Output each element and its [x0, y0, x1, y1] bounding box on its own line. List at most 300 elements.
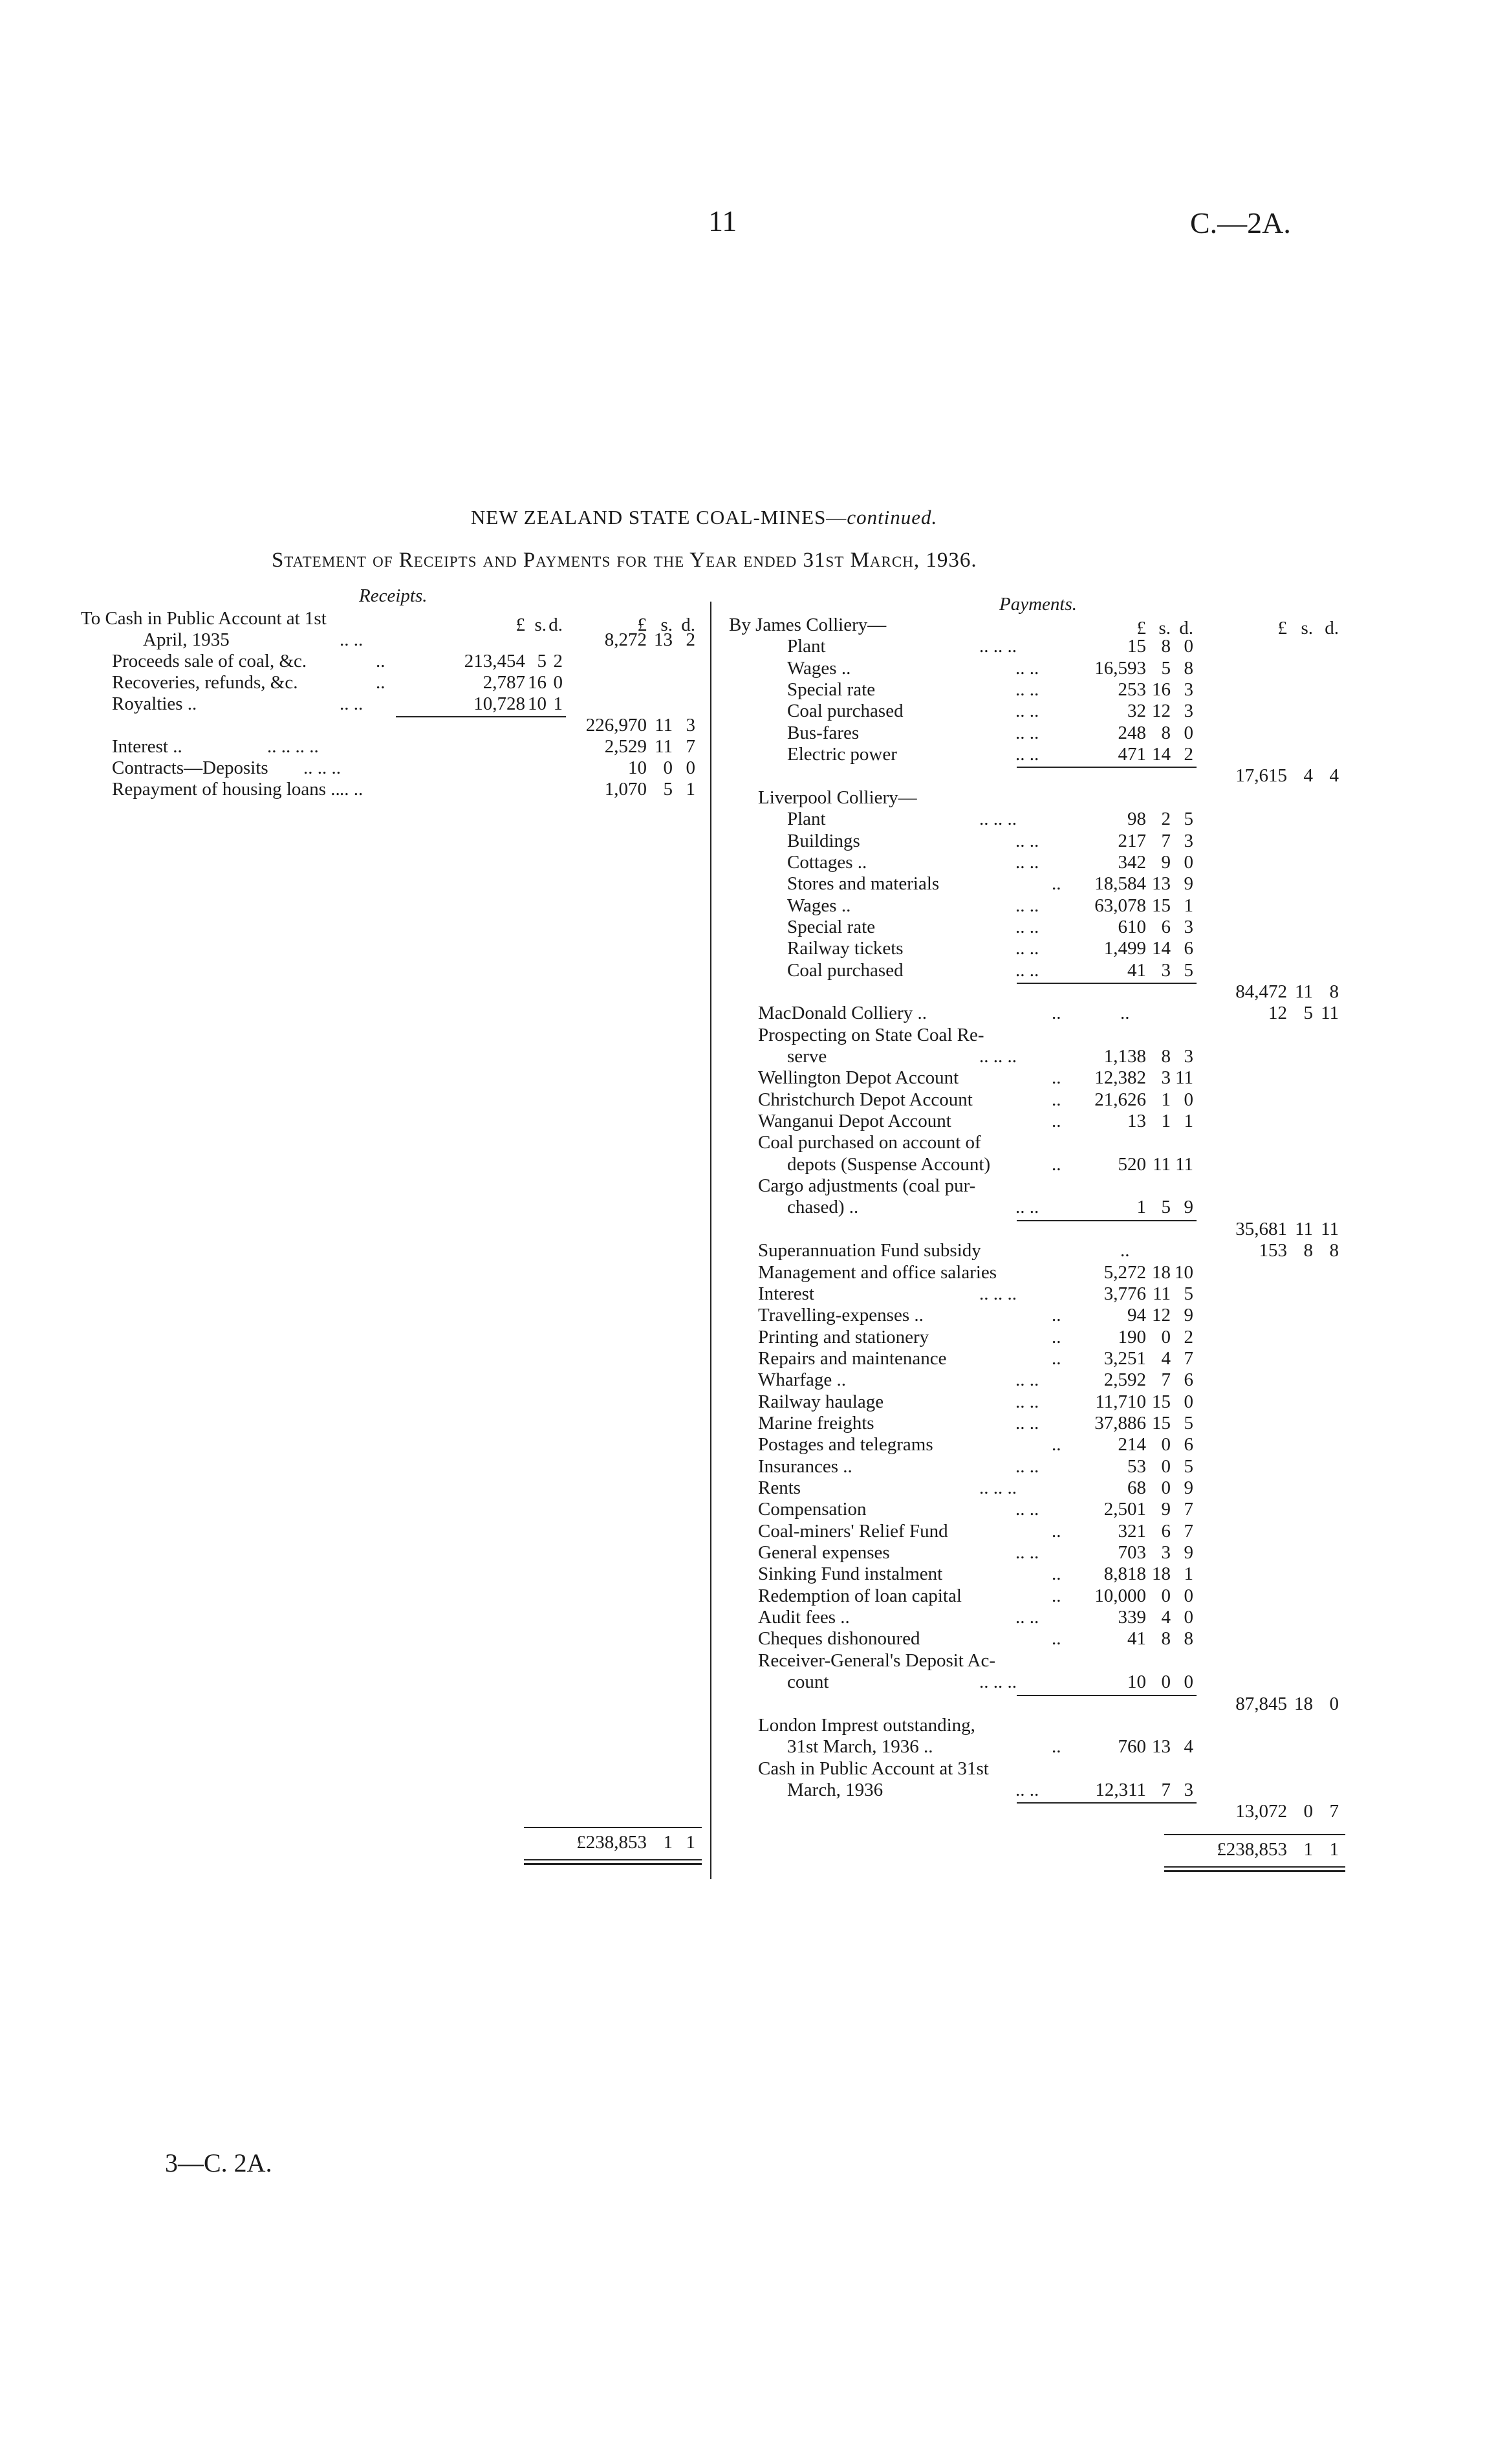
- amount-cell: 214: [1118, 1434, 1146, 1456]
- row-label: MacDonald Colliery ..: [758, 1003, 927, 1024]
- row-label: Railway tickets: [787, 938, 904, 959]
- amount-cell: 1: [553, 693, 563, 714]
- row-label: chased) ..: [787, 1197, 859, 1218]
- row-label: Printing and stationery: [758, 1326, 929, 1347]
- amount-cell: 1: [1184, 895, 1193, 916]
- amount-cell: 253: [1118, 679, 1146, 701]
- amount-cell: 15: [1152, 1412, 1171, 1434]
- table-row: [0, 1801, 1485, 1822]
- amount-cell: 2,501: [1103, 1499, 1146, 1520]
- leader-dots: .. ..: [340, 779, 363, 800]
- amount-cell: 339: [1118, 1607, 1146, 1628]
- grand-total-cell: £238,853: [1217, 1839, 1287, 1860]
- total-cell: 11: [655, 736, 673, 757]
- row-label: March, 1936: [787, 1779, 883, 1800]
- total-cell: 11: [1295, 981, 1313, 1002]
- table-row: [0, 615, 1485, 636]
- amount-cell: 1,499: [1103, 938, 1146, 959]
- leader-dots: .. ..: [1015, 679, 1039, 701]
- table-row: [0, 852, 1485, 873]
- amount-cell: 248: [1118, 722, 1146, 743]
- table-row: [0, 787, 1485, 809]
- amount-cell: 6: [1161, 1520, 1171, 1542]
- total-cell: 7: [1329, 1801, 1339, 1822]
- leader-dots: .. ..: [1015, 895, 1039, 916]
- row-label: Cargo adjustments (coal pur-: [758, 1175, 976, 1197]
- table-row: [0, 895, 1485, 917]
- column-header: £: [515, 615, 525, 635]
- amount-cell: 18: [1152, 1564, 1171, 1585]
- amount-cell: 12: [1152, 701, 1171, 722]
- table-row: [0, 981, 1485, 1003]
- amount-cell: 4: [1184, 1736, 1193, 1758]
- amount-cell: 0: [1161, 1585, 1171, 1606]
- amount-cell: 11: [1175, 1153, 1193, 1175]
- leader-dots: ..: [1052, 1153, 1061, 1175]
- amount-cell: 8: [1161, 636, 1171, 657]
- row-label: Audit fees ..: [758, 1607, 850, 1628]
- total-cell: 0: [663, 758, 673, 778]
- amount-cell: 14: [1152, 938, 1171, 959]
- amount-cell: 1: [1184, 1111, 1193, 1132]
- amount-cell: 5: [1184, 809, 1193, 830]
- amount-cell: 11: [1153, 1283, 1171, 1304]
- row-label: Wanganui Depot Account: [758, 1111, 951, 1132]
- row-label: Proceeds sale of coal, &c.: [112, 651, 307, 671]
- amount-cell: 7: [1184, 1499, 1193, 1520]
- amount-cell: 190: [1118, 1326, 1146, 1347]
- amount-cell: 10: [1175, 1261, 1193, 1283]
- amount-cell: 9: [1184, 1305, 1193, 1326]
- amount-cell: 10,000: [1094, 1585, 1146, 1606]
- leader-dots: ..: [1052, 1326, 1061, 1347]
- amount-cell: 9: [1184, 873, 1193, 895]
- row-label: Rents: [758, 1477, 801, 1498]
- amount-cell: 8: [1161, 722, 1171, 743]
- row-label: General expenses: [758, 1542, 890, 1564]
- row-label: Compensation: [758, 1499, 867, 1520]
- table-row: [0, 1262, 1485, 1283]
- amount-cell: 12,382: [1094, 1067, 1146, 1089]
- row-label: Wages ..: [787, 895, 851, 916]
- row-label: Postages and telegrams: [758, 1434, 933, 1456]
- column-header: d.: [1325, 618, 1339, 638]
- table-row: [0, 723, 1485, 744]
- table-row: [0, 1477, 1485, 1499]
- leader-dots: ..: [1052, 1585, 1061, 1606]
- amount-cell: 471: [1118, 744, 1146, 765]
- table-row: [0, 1542, 1485, 1564]
- table-row: [0, 1586, 1485, 1607]
- amount-cell: 2: [1184, 1326, 1193, 1347]
- row-label: Interest: [758, 1283, 814, 1304]
- row-label: Repairs and maintenance: [758, 1347, 947, 1369]
- amount-cell: 6: [1184, 938, 1193, 959]
- leader-dots: ..: [1052, 1628, 1061, 1650]
- row-label: count: [787, 1672, 829, 1693]
- row-label: Royalties ..: [112, 693, 197, 714]
- table-row: [0, 1413, 1485, 1434]
- row-label: By James Colliery—: [729, 615, 887, 635]
- amount-cell: 342: [1118, 851, 1146, 873]
- amount-cell: 3: [1184, 701, 1193, 722]
- grand-total-rule-double-1: [1164, 1866, 1345, 1868]
- amount-cell: 13: [1127, 1111, 1146, 1132]
- amount-cell: 3: [1184, 1046, 1193, 1067]
- total-cell: 1,070: [604, 779, 647, 800]
- row-label: Plant: [787, 809, 826, 830]
- column-header: s.: [1301, 618, 1313, 638]
- table-row: [0, 873, 1485, 895]
- amount-cell: 18: [1152, 1261, 1171, 1283]
- leader-dots: ..: [376, 672, 385, 693]
- row-label: Coal purchased: [787, 701, 904, 722]
- column-header: £: [1277, 618, 1287, 638]
- amount-cell: 3: [1161, 1542, 1171, 1564]
- amount-cell: 3,251: [1103, 1347, 1146, 1369]
- total-cell: 13,072: [1235, 1801, 1287, 1822]
- table-row: [0, 831, 1485, 852]
- amount-cell: 1: [1184, 1564, 1193, 1585]
- row-label: Contracts—Deposits: [112, 758, 268, 778]
- leader-dots: .. ..: [1015, 1607, 1039, 1628]
- amount-cell: 15: [1152, 895, 1171, 916]
- amount-cell: 321: [1118, 1520, 1146, 1542]
- column-header: d.: [548, 615, 563, 635]
- amount-cell: 3: [1184, 916, 1193, 937]
- total-cell: 0: [1303, 1801, 1313, 1822]
- amount-cell: 5: [1161, 1197, 1171, 1218]
- grand-total-cell: 1: [663, 1832, 673, 1853]
- amount-cell: 8: [1184, 657, 1193, 679]
- table-row: [0, 1111, 1485, 1132]
- total-cell: 4: [1329, 765, 1339, 787]
- leader-dots: .. ..: [1015, 1499, 1039, 1520]
- amount-cell: 7: [1161, 1779, 1171, 1800]
- amount-cell: 63,078: [1094, 895, 1146, 916]
- leader-dots: .. ..: [1015, 744, 1039, 765]
- amount-cell: 0: [1184, 1391, 1193, 1412]
- leader-dots: .. .. .. ..: [267, 736, 319, 757]
- amount-cell: 7: [1184, 1520, 1193, 1542]
- column-header: s.: [534, 615, 547, 635]
- row-label: Marine freights: [758, 1412, 874, 1434]
- amount-cell: 41: [1127, 959, 1146, 981]
- table-row: [0, 938, 1485, 959]
- table-row: [0, 1132, 1485, 1153]
- row-label: Receiver-General's Deposit Ac-: [758, 1650, 995, 1671]
- leader-dots: .. ..: [1015, 959, 1039, 981]
- column-header: s.: [1158, 618, 1171, 638]
- amount-cell: 760: [1118, 1736, 1146, 1758]
- leader-dots: ..: [1052, 1067, 1061, 1089]
- total-cell: 7: [686, 736, 695, 757]
- amount-cell: 5: [1184, 1283, 1193, 1304]
- amount-cell: 11,710: [1095, 1391, 1146, 1412]
- amount-cell: 13: [1152, 1736, 1171, 1758]
- leader-dots: .. .. ..: [979, 1046, 1017, 1067]
- table-row: [0, 1348, 1485, 1369]
- table-row: [0, 1672, 1485, 1693]
- amount-cell: 68: [1127, 1477, 1146, 1498]
- grand-total-rule-top: [1164, 1834, 1345, 1835]
- amount-cell: 2: [1184, 744, 1193, 765]
- amount-cell: 21,626: [1094, 1089, 1146, 1110]
- grand-total-cell: 1: [1303, 1839, 1313, 1860]
- total-cell: 1: [686, 779, 695, 800]
- table-row: [0, 1521, 1485, 1542]
- leader-dots: ..: [1052, 1564, 1061, 1585]
- table-row: [0, 1564, 1485, 1585]
- amount-cell: 703: [1118, 1542, 1146, 1564]
- amount-cell: 6: [1184, 1369, 1193, 1391]
- amount-cell: 5,272: [1103, 1261, 1146, 1283]
- row-label: London Imprest outstanding,: [758, 1714, 975, 1736]
- table-row: [0, 1003, 1485, 1024]
- paper-reference: C.—2A.: [1190, 206, 1291, 239]
- leader-dots: ..: [1120, 1240, 1130, 1261]
- amount-cell: 3: [1161, 959, 1171, 981]
- row-label: depots (Suspense Account): [787, 1153, 991, 1175]
- amount-cell: 10: [1127, 1672, 1146, 1693]
- table-row: [0, 1327, 1485, 1348]
- amount-cell: 5: [537, 651, 547, 671]
- total-cell: 5: [663, 779, 673, 800]
- row-label: Electric power: [787, 744, 897, 765]
- row-label: Cash in Public Account at 31st: [758, 1758, 989, 1779]
- total-cell: 35,681: [1235, 1218, 1287, 1239]
- amount-cell: 98: [1127, 809, 1146, 830]
- row-label: Cheques dishonoured: [758, 1628, 920, 1650]
- leader-dots: .. .. ..: [303, 758, 341, 778]
- amount-cell: 7: [1161, 1369, 1171, 1391]
- amount-cell: 0: [1184, 1089, 1193, 1110]
- leader-dots: .. ..: [1015, 1542, 1039, 1564]
- row-label: Management and office salaries: [758, 1261, 997, 1283]
- amount-cell: 0: [1184, 851, 1193, 873]
- amount-cell: 9: [1161, 1499, 1171, 1520]
- amount-cell: 16: [528, 672, 547, 693]
- amount-cell: 1: [1161, 1111, 1171, 1132]
- leader-dots: .. ..: [1015, 657, 1039, 679]
- table-row: [0, 1197, 1485, 1218]
- table-row: [0, 1736, 1485, 1758]
- table-row: [0, 679, 1485, 701]
- grand-total-row: [0, 1839, 1485, 1860]
- amount-cell: 5: [1184, 959, 1193, 981]
- amount-cell: 37,886: [1094, 1412, 1146, 1434]
- amount-cell: 10: [528, 693, 547, 714]
- amount-cell: 217: [1118, 830, 1146, 851]
- grand-total-rule-double-2: [1164, 1870, 1345, 1872]
- total-cell: 12: [1268, 1003, 1287, 1024]
- row-label: Buildings: [787, 830, 860, 851]
- total-cell: 8: [1329, 1240, 1339, 1261]
- total-cell: 17,615: [1235, 765, 1287, 787]
- row-label: Redemption of loan capital: [758, 1585, 962, 1606]
- table-row: [0, 1089, 1485, 1111]
- row-label: serve: [787, 1046, 827, 1067]
- grand-total-cell: 1: [686, 1832, 695, 1853]
- row-label: 31st March, 1936 ..: [787, 1736, 933, 1758]
- amount-cell: 2,787: [482, 672, 525, 693]
- column-header: d.: [1179, 618, 1193, 638]
- row-label: Interest ..: [112, 736, 182, 757]
- table-row: [0, 960, 1485, 981]
- document-title-continued: continued.: [847, 506, 938, 529]
- amount-cell: 9: [1184, 1477, 1193, 1498]
- amount-cell: 13: [1152, 873, 1171, 895]
- leader-dots: .. ..: [1015, 722, 1039, 743]
- row-label: To Cash in Public Account at 1st: [81, 608, 327, 629]
- table-row: [0, 636, 1485, 657]
- amount-cell: 5: [1161, 657, 1171, 679]
- total-cell: 0: [686, 758, 695, 778]
- amount-cell: 5: [1184, 1456, 1193, 1477]
- leader-dots: .. ..: [1015, 938, 1039, 959]
- row-label: Railway haulage: [758, 1391, 884, 1412]
- amount-cell: 10,728: [473, 693, 525, 714]
- leader-dots: ..: [1052, 1089, 1061, 1110]
- amount-cell: 4: [1161, 1607, 1171, 1628]
- total-cell: 13: [654, 629, 673, 650]
- table-row: [0, 1758, 1485, 1780]
- amount-cell: 12,311: [1095, 1779, 1146, 1800]
- table-row: [0, 1715, 1485, 1736]
- table-row: [0, 765, 1485, 787]
- leader-dots: ..: [1052, 1434, 1061, 1456]
- table-row: [0, 1025, 1485, 1046]
- amount-cell: 3: [1161, 1067, 1171, 1089]
- row-label: Special rate: [787, 916, 876, 937]
- total-cell: 0: [1329, 1693, 1339, 1714]
- table-row: [0, 1219, 1485, 1240]
- table-row: [0, 1240, 1485, 1261]
- amount-cell: 8: [1161, 1628, 1171, 1650]
- amount-cell: 14: [1152, 744, 1171, 765]
- total-cell: 4: [1303, 765, 1313, 787]
- amount-cell: 1: [1161, 1089, 1171, 1110]
- amount-cell: 9: [1184, 1542, 1193, 1564]
- leader-dots: .. ..: [1015, 1779, 1039, 1800]
- amount-cell: 6: [1184, 1434, 1193, 1456]
- row-label: Liverpool Colliery—: [758, 787, 917, 808]
- amount-cell: 7: [1184, 1347, 1193, 1369]
- amount-cell: 8: [1161, 1046, 1171, 1067]
- grand-total-cell: 1: [1329, 1839, 1339, 1860]
- row-label: Special rate: [787, 679, 876, 701]
- leader-dots: .. .. ..: [979, 636, 1017, 657]
- table-row: [0, 1499, 1485, 1520]
- table-row: [0, 1434, 1485, 1456]
- amount-cell: 41: [1127, 1628, 1146, 1650]
- leader-dots: .. .. ..: [979, 1477, 1017, 1498]
- amount-cell: 3: [1184, 1779, 1193, 1800]
- row-label: Prospecting on State Coal Re-: [758, 1024, 984, 1045]
- row-label: Cottages ..: [787, 851, 867, 873]
- grand-total-cell: £238,853: [576, 1832, 647, 1853]
- row-label: Coal purchased on account of: [758, 1132, 981, 1153]
- total-cell: 2: [686, 629, 695, 650]
- column-header: £: [1136, 618, 1146, 638]
- amount-cell: 8: [1184, 1628, 1193, 1650]
- total-cell: 153: [1259, 1240, 1287, 1261]
- total-cell: 18: [1294, 1693, 1313, 1714]
- table-row: [0, 1175, 1485, 1197]
- leader-dots: ..: [1052, 1111, 1061, 1132]
- amount-cell: 15: [1152, 1391, 1171, 1412]
- leader-dots: .. ..: [1015, 1412, 1039, 1434]
- amount-cell: 7: [1161, 830, 1171, 851]
- leader-dots: .. ..: [1015, 1197, 1039, 1218]
- total-cell: 10: [628, 758, 647, 778]
- table-row: [0, 1650, 1485, 1672]
- amount-cell: 18,584: [1094, 873, 1146, 895]
- amount-cell: 2,592: [1103, 1369, 1146, 1391]
- table-row: [0, 1456, 1485, 1477]
- table-row: [0, 1046, 1485, 1067]
- amount-cell: 1: [1136, 1197, 1146, 1218]
- row-label: Travelling-expenses ..: [758, 1305, 924, 1326]
- column-header: £: [637, 615, 647, 635]
- amount-cell: 2: [1161, 809, 1171, 830]
- column-header: s.: [660, 615, 673, 635]
- document-title: [471, 506, 937, 529]
- amount-cell: 3: [1184, 830, 1193, 851]
- total-cell: 8: [1303, 1240, 1313, 1261]
- leader-dots: .. .. ..: [979, 1283, 1017, 1304]
- amount-cell: 12: [1152, 1305, 1171, 1326]
- amount-cell: 5: [1184, 1412, 1193, 1434]
- leader-dots: .. ..: [1015, 1391, 1039, 1412]
- amount-cell: 16: [1152, 679, 1171, 701]
- amount-cell: 8,818: [1103, 1564, 1146, 1585]
- row-label: Superannuation Fund subsidy: [758, 1240, 981, 1261]
- amount-cell: 1,138: [1103, 1046, 1146, 1067]
- amount-cell: 94: [1127, 1305, 1146, 1326]
- table-row: [0, 1391, 1485, 1413]
- table-row: [0, 1305, 1485, 1326]
- table-row: [0, 917, 1485, 938]
- row-label: Wharfage ..: [758, 1369, 847, 1391]
- table-row: [0, 744, 1485, 765]
- amount-cell: 0: [1184, 636, 1193, 657]
- row-label: Wellington Depot Account: [758, 1067, 959, 1089]
- table-row: [0, 1067, 1485, 1089]
- leader-dots: .. .. ..: [979, 809, 1017, 830]
- document-title-main: NEW ZEALAND STATE COAL-MINES—: [471, 506, 847, 529]
- leader-dots: .. ..: [340, 693, 363, 714]
- amount-cell: 610: [1118, 916, 1146, 937]
- total-cell: 8,272: [604, 629, 647, 650]
- row-label: Repayment of housing loans ..: [112, 779, 340, 800]
- amount-cell: 15: [1127, 636, 1146, 657]
- row-label: Recoveries, refunds, &c.: [112, 672, 298, 693]
- amount-cell: 0: [1161, 1477, 1171, 1498]
- total-cell: 5: [1303, 1003, 1313, 1024]
- amount-cell: 0: [553, 672, 563, 693]
- row-label: April, 1935: [143, 629, 230, 650]
- amount-cell: 520: [1118, 1153, 1146, 1175]
- table-row: [0, 658, 1485, 679]
- row-label: Coal-miners' Relief Fund: [758, 1520, 948, 1542]
- amount-cell: 6: [1161, 916, 1171, 937]
- amount-cell: 3: [1184, 679, 1193, 701]
- table-row: [0, 809, 1485, 830]
- amount-cell: 32: [1127, 701, 1146, 722]
- table-row: [0, 1283, 1485, 1305]
- row-label: Plant: [787, 636, 826, 657]
